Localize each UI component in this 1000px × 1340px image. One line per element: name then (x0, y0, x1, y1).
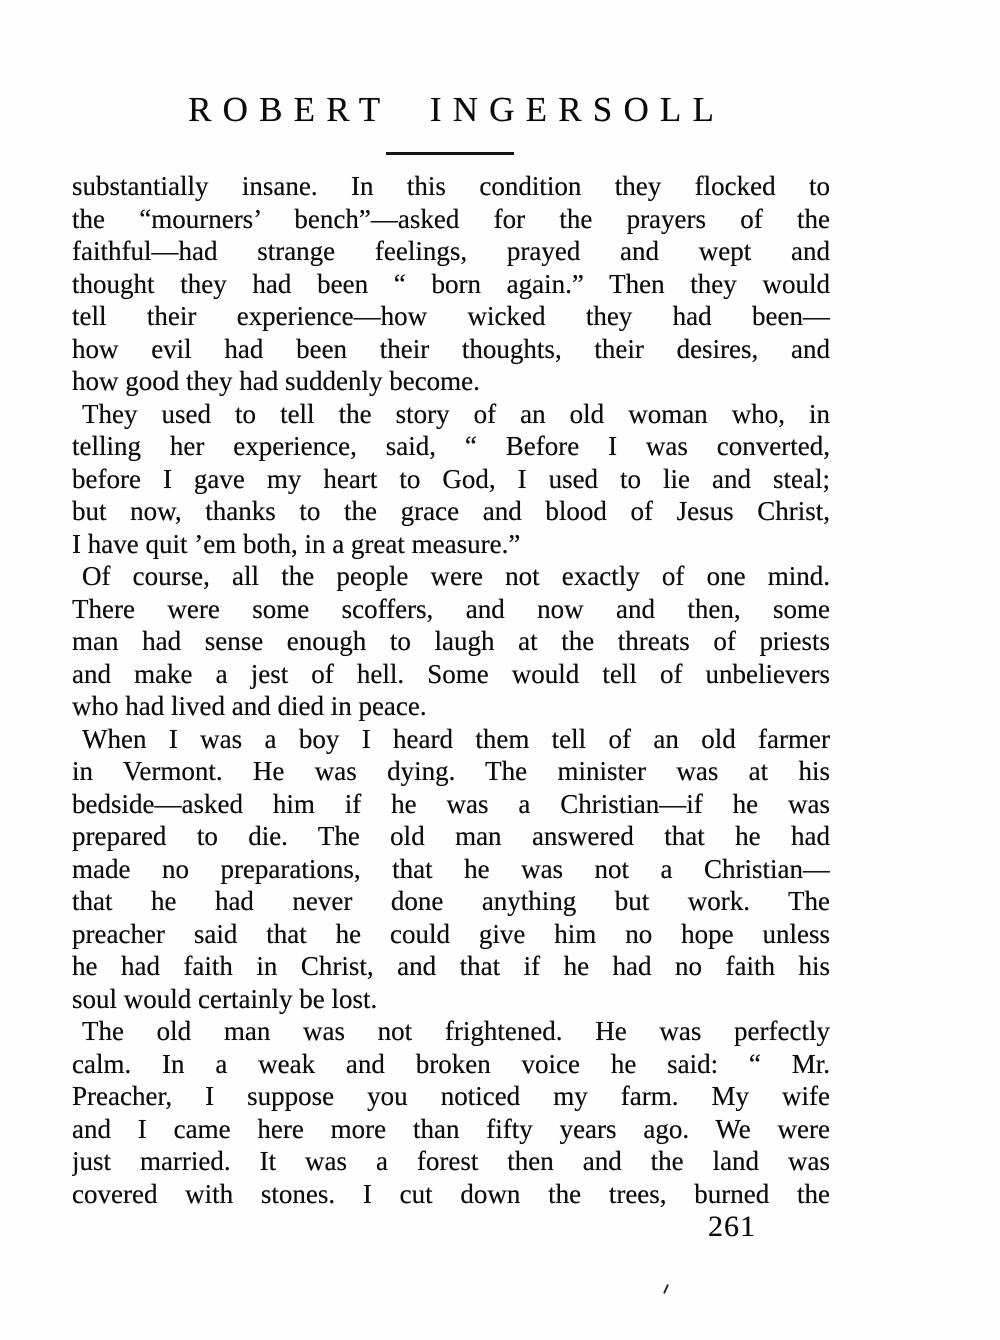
text-line: prepared to die. The old man answered that he had (72, 821, 830, 851)
text-line: who had lived and died in peace. (72, 691, 427, 721)
text-line: There were some scoffers, and now and then, some (72, 593, 830, 624)
text-line: man had sense enough to laugh at the threats of priests (72, 626, 830, 656)
paragraph (72, 170, 830, 398)
paragraph (72, 1015, 830, 1210)
text-line: how good they had suddenly become. (72, 366, 480, 396)
page-title: ROBERT INGERSOLL (188, 90, 726, 129)
text-line: soul would certainly be lost. (72, 983, 378, 1014)
text-line: bedside—asked him if he was a Christian—if he was (72, 788, 830, 819)
text-line: Preacher, I suppose you noticed my farm. My wife (72, 1081, 830, 1111)
text-line: They used to tell the story of an old woman who, in (82, 398, 830, 429)
text-line: I have quit ’em both, in a great measure.” (72, 528, 521, 559)
text-line: that he had never done anything but work. The (72, 886, 830, 916)
page-number: 261 (708, 1210, 756, 1243)
text-line: before I gave my heart to God, I used to lie and steal; (72, 463, 830, 494)
text-line: in Vermont. He was dying. The minister was at his (72, 756, 830, 786)
text-line: the “mourners’ bench”—asked for the prayers of the (72, 203, 830, 234)
text-line: When I was a boy I heard them tell of an old farmer (82, 723, 830, 754)
text-line: but now, thanks to the grace and blood of Jesus Christ, (72, 496, 830, 526)
text-line: made no preparations, that he was not a Christian— (72, 853, 830, 884)
text-line: The old man was not frightened. He was perfectly (82, 1016, 830, 1046)
text-line: calm. In a weak and broken voice he said: “ Mr. (72, 1048, 830, 1079)
paragraph (72, 398, 830, 561)
text-line: tell their experience—how wicked they had been— (72, 301, 830, 331)
text-line: thought they had been “ born again.” Then they would (72, 268, 830, 299)
text-line: telling her experience, said, “ Before I was converted, (72, 431, 830, 461)
text-line: Of course, all the people were not exactly of one mind. (82, 561, 830, 591)
text-line: he had faith in Christ, and that if he had no faith his (72, 951, 830, 981)
paragraph (72, 723, 830, 1016)
text-line: and I came here more than fifty years ago. We were (72, 1113, 830, 1144)
text-line: just married. It was a forest then and the land was (72, 1146, 830, 1176)
text-line: covered with stones. I cut down the trees, burned the (72, 1178, 830, 1209)
text-line: how evil had been their thoughts, their desires, and (72, 333, 830, 364)
scan-artifact-mark (663, 1284, 669, 1294)
body-text (72, 170, 830, 1210)
title-rule (386, 152, 514, 155)
text-line: faithful—had strange feelings, prayed and wept and (72, 236, 830, 266)
text-line: preacher said that he could give him no hope unless (72, 918, 830, 949)
paragraph (72, 560, 830, 723)
text-line: and make a jest of hell. Some would tell of unbelievers (72, 658, 830, 689)
text-line: substantially insane. In this condition they flocked to (72, 171, 830, 201)
